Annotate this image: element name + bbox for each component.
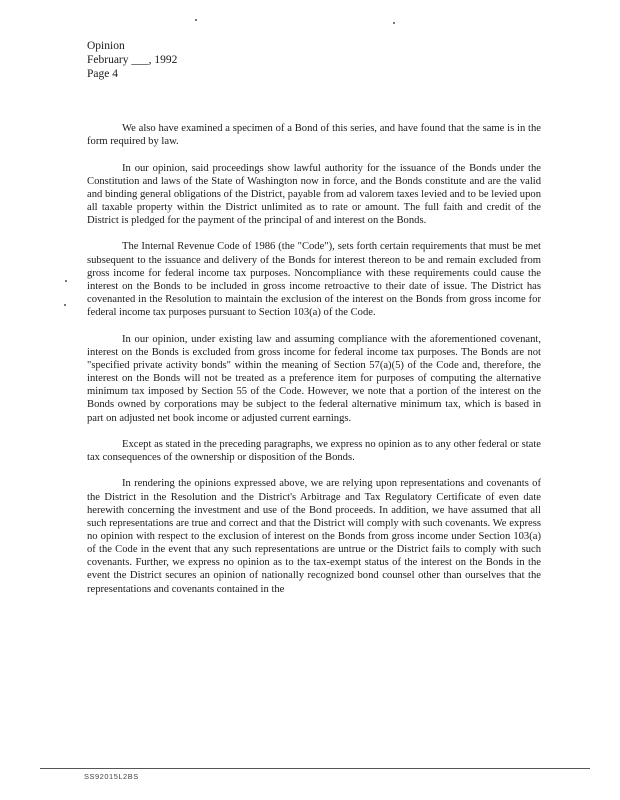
paragraph-specimen: We also have examined a specimen of a Bond of this series, and have found that the same is in the form required by law. bbox=[87, 123, 541, 148]
paragraph-lawful-authority: In our opinion, said proceedings show lawful authority for the issuance of the Bonds under the Constitution and laws of the State of Washington now in force, and the Bonds constitute and are the valid and binding general obligations of the District, payable from ad valorem taxes levied and to be levied upon all taxable property within the District unlimited as to rate or amount. The full faith and credit of the District is pledged for the payment of the principal of and interest on the Bonds. bbox=[87, 162, 541, 227]
letter-body bbox=[87, 122, 541, 596]
scan-speck bbox=[64, 304, 66, 306]
paragraph-tax-exclusion: In our opinion, under existing law and assuming compliance with the aforementioned covenant, interest on the Bonds is excluded from gross income for federal income tax purposes. The Bonds are not "specified private activity bonds" within the meaning of Section 57(a)(5) of the Code and, therefore, the interest on the Bonds will not be treated as a preference item for purposes of computing the alternative minimum tax imposed by Section 55 of the Code. However, we note that a portion of the interest on the Bonds owned by corporations may be subject to the federal alternative minimum tax, which is based in part on adjusted net book income or adjusted current earnings. bbox=[87, 333, 541, 424]
letter-header bbox=[87, 39, 177, 81]
header-opinion: Opinion bbox=[87, 40, 125, 52]
paragraph-no-other-opinion: Except as stated in the preceding paragraphs, we express no opinion as to any other federal or state tax consequences of the ownership or disposition of the Bonds. bbox=[87, 438, 541, 464]
scan-speck bbox=[195, 19, 197, 21]
scan-speck bbox=[393, 22, 395, 24]
paragraph-internal-revenue-code: The Internal Revenue Code of 1986 (the "Code"), sets forth certain requirements that must be met subsequent to the issuance and delivery of the Bonds for interest thereon to be and remain excluded from gross income for federal income tax purposes. Noncompliance with these requirements could cause the interest on the Bonds to be included in gross income retroactive to their date of issue. The District has covenanted in the Resolution to maintain the exclusion of the interest on the Bonds from gross income for federal income tax purposes pursuant to Section 103(a) of the Code. bbox=[87, 241, 541, 319]
header-date: February ___, 1992 bbox=[87, 54, 178, 66]
header-page-number: Page 4 bbox=[87, 68, 118, 80]
paragraph-reliance: In rendering the opinions expressed above, we are relying upon representations and covenants of the District in the Resolution and the District's Arbitrage and Tax Regulatory Certificate of even date herewith concerning the investment and use of the Bond proceeds. In addition, we have assumed that all such representations are true and correct and that the District will comply with such covenants. We express no opinion with respect to the exclusion of interest on the Bonds from gross income under Section 103(a) of the Code in the event that any such representations are untrue or the District fails to comply with such covenants. Further, we express no opinion as to the tax-exempt status of the interest on the Bonds in the event the District secures an opinion of nationally recognized bond counsel other than ourselves that the representations and covenants contained in the bbox=[87, 478, 541, 595]
footer-divider bbox=[40, 768, 590, 769]
footer-document-id: SS92015L2BS bbox=[84, 772, 139, 781]
scan-speck bbox=[65, 280, 67, 282]
